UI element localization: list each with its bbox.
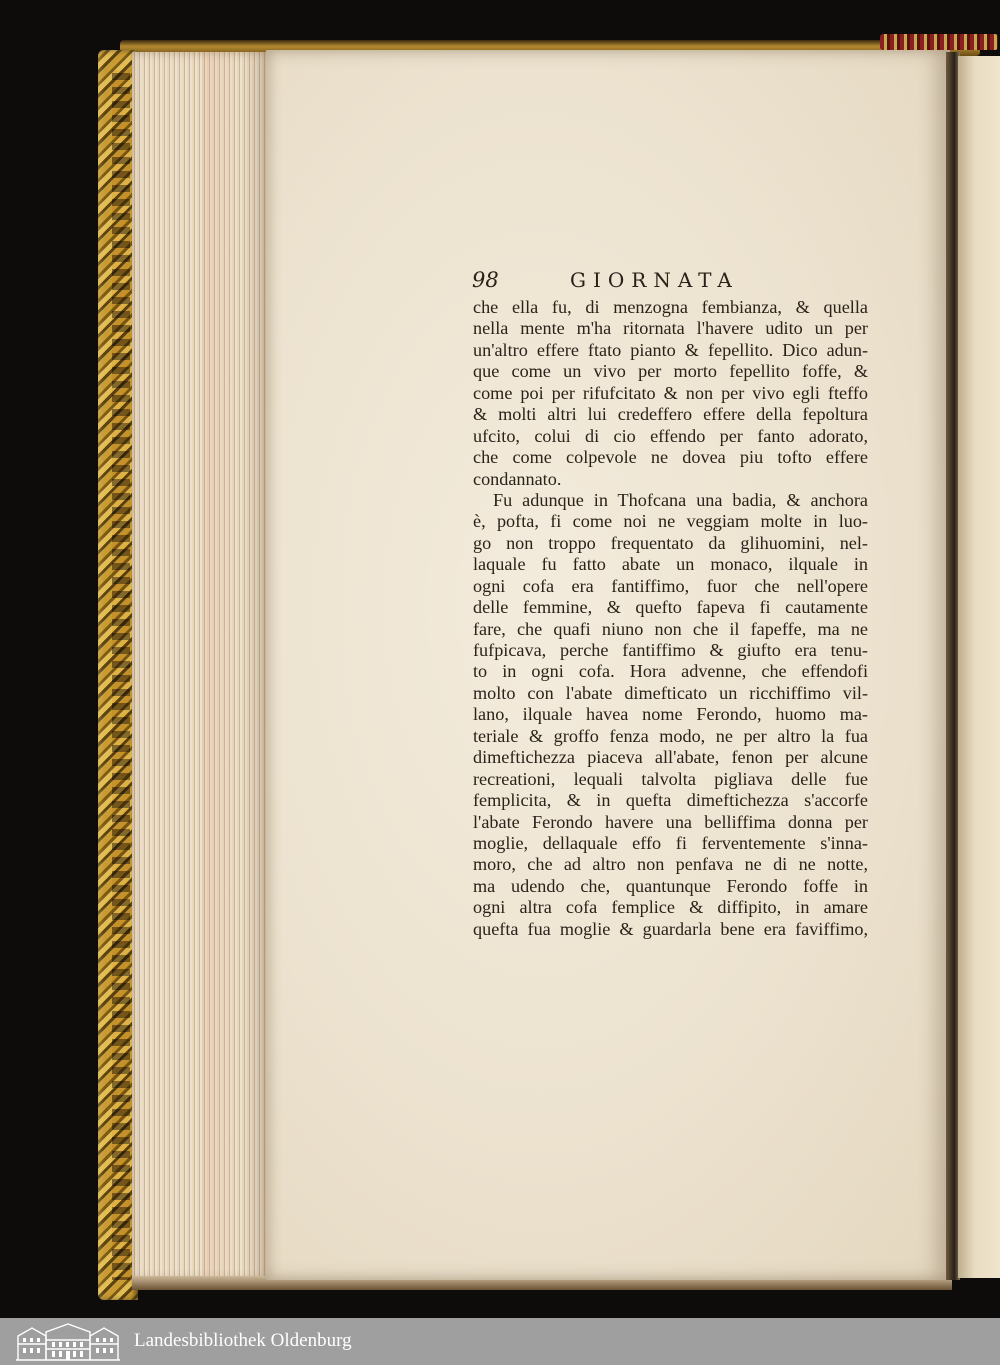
- text-line: delle femmine, & quefto fapeva fi cautamente: [473, 597, 868, 618]
- text-line: recreationi, lequali talvolta pigliava delle fue: [473, 768, 868, 789]
- text-line: moro, che ad altro non penfava ne di ne notte,: [473, 854, 868, 875]
- text-line: dimeftichezza piaceva all'abate, fenon per alcune: [473, 747, 868, 768]
- text-line: fufpicava, perche fantiffimo & giufto era tenu-: [473, 640, 868, 660]
- running-head: GIORNATA: [570, 268, 739, 292]
- text-line: femplicita, & in quefta dimeftichezza s'accorfe: [473, 790, 868, 811]
- text-line: lano, ilquale havea nome Ferondo, huomo ma-: [473, 704, 868, 725]
- text-line: che ella fu, di menzogna fembianza, & quella: [473, 297, 868, 317]
- text-line: & molti altri lui credeffero effere della fepoltura: [473, 404, 868, 425]
- text-line: come poi per rifufcitato & non per vivo egli fteffo: [473, 382, 868, 403]
- page-text: [473, 297, 868, 940]
- page-header: [472, 268, 872, 296]
- text-line: molto con l'abate dimefticato un ricchiffimo vil-: [473, 682, 868, 703]
- text-line: moglie, dellaquale effo fi ferventemente s'inna-: [473, 832, 868, 853]
- text-line: Fu adunque in Thofcana una badia, & anchora: [493, 489, 868, 510]
- cover-ornament: [112, 70, 130, 1280]
- text-line: go non troppo frequentato da glihuomini, nel-: [473, 532, 868, 553]
- text-line: l'abate Ferondo havere una belliffima donna per: [473, 811, 868, 832]
- text-line: ma udendo che, quantunque Ferondo foffe in: [473, 875, 868, 896]
- text-line: nella mente m'ha ritornata l'havere udito un per: [473, 318, 868, 339]
- text-line: che come colpevole ne dovea piu tofto effere: [473, 447, 868, 468]
- library-name: Landesbibliothek Oldenburg: [134, 1330, 352, 1351]
- page-number: 98: [472, 268, 499, 292]
- text-line: ufcito, colui di cio effendo per fanto adorato,: [473, 425, 868, 446]
- text-line: è, pofta, fi come noi ne veggiam molte in luo-: [473, 511, 868, 532]
- text-line: ogni altra cofa femplice & diffipito, in amare: [473, 897, 868, 918]
- text-line: que come un vivo per morto fepellito foffe, &: [473, 361, 868, 382]
- text-line: to in ogni cofa. Hora advenne, che effendofi: [473, 661, 868, 682]
- library-building-icon: [14, 1322, 122, 1362]
- text-line: teriale & groffo fenza modo, ne per altro la fua: [473, 725, 868, 746]
- footer-bar: [0, 1318, 1000, 1365]
- page-fore-edge: [132, 52, 268, 1280]
- text-line: condannato.: [473, 468, 562, 489]
- text-line: ogni cofa era fantiffimo, fuor che nell'opere: [473, 575, 868, 596]
- facing-page: [958, 56, 1000, 1278]
- text-line: fare, che quafi niuno non che il fapeffe, ma ne: [473, 618, 868, 639]
- text-line: quefta fua moglie & guardarla bene era faviffimo,: [473, 918, 868, 939]
- text-line: laquale fu fatto abate un monaco, ilquale in: [473, 554, 868, 575]
- headband: [880, 34, 998, 50]
- text-line: un'altro effere ftato pianto & fepellito. Dico adun-: [473, 339, 868, 360]
